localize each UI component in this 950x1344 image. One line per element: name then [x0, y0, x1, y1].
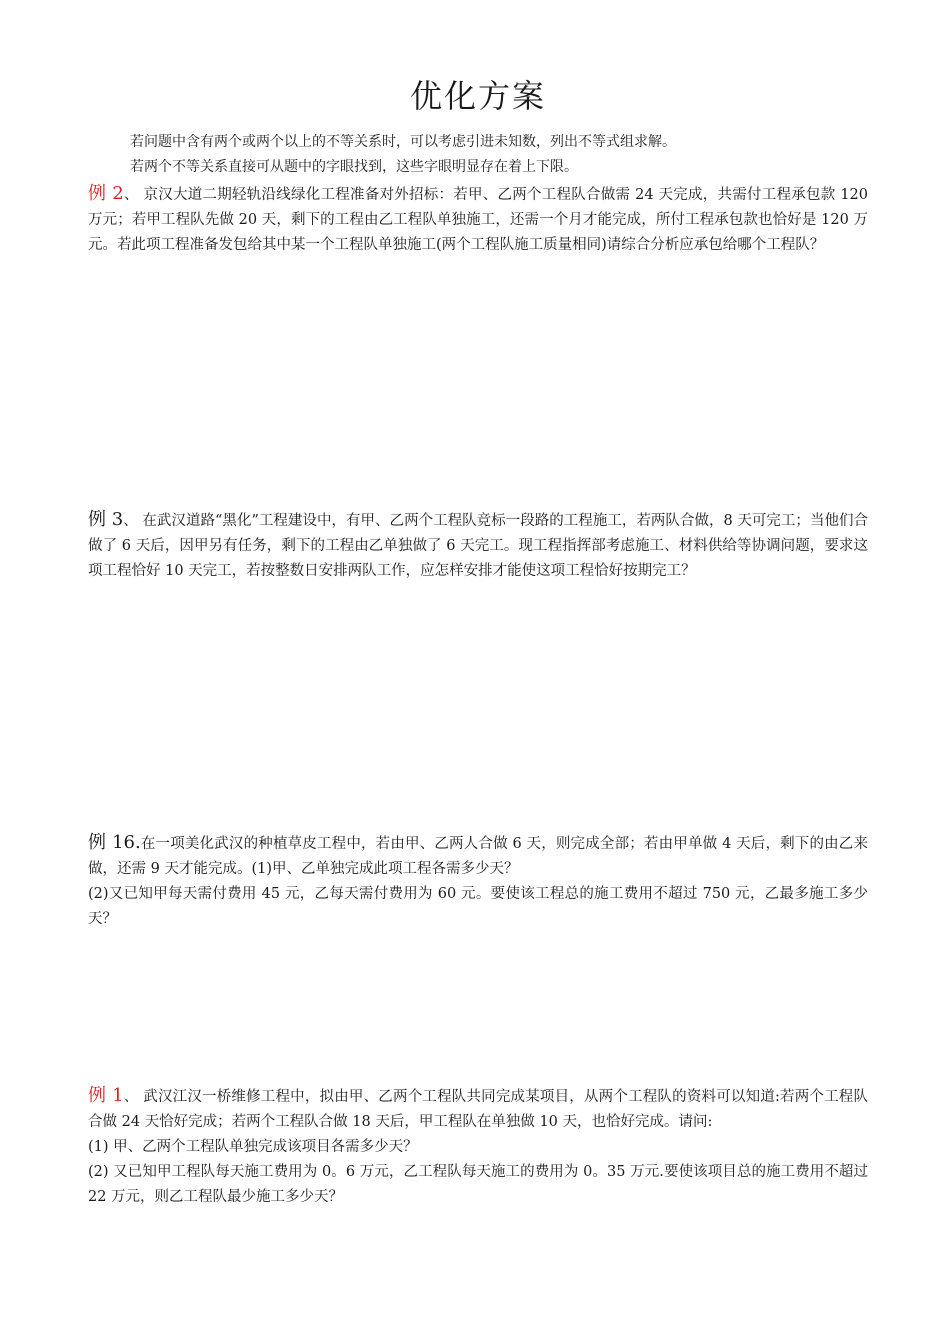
problem-text: 在武汉道路“黑化”工程建设中，有甲、乙两个工程队竞标一段路的工程施工，若两队合做，8 天可完工；当他们合做了 6 天后，因甲另有任务，剩下的工程由乙单独做了 6 天完工。现工程指挥部考虑施工、材料供给等协调问题，要求这项工程恰好 10 天完工，若按整数日安排两队工作，应怎样安排才能使这项工程恰好按期完工？: [88, 513, 869, 579]
sub-question-2: (2) 又已知甲工程队每天施工费用为 0。6 万元，乙工程队每天施工的费用为 0。35 万元.要使该项目总的施工费用不超过 22 万元，则乙工程队最少施工多少天？: [88, 1164, 868, 1205]
problem-example-2: [88, 181, 868, 258]
problem-label-separator: 、: [123, 513, 138, 529]
problem-label-separator: 、: [123, 1089, 139, 1105]
problem-example-16: [88, 830, 868, 932]
page-title: 优化方案: [409, 77, 546, 115]
problem-label-separator: 、: [123, 187, 139, 203]
problem-label: 例 3: [88, 509, 124, 530]
problem-text: 在一项美化武汉的种植草皮工程中，若由甲、乙两人合做 6 天，则完成全部；若由甲单做 4 天后，剩下的由乙来做，还需 9 天才能完成。(1)甲、乙单独完成此项工程各需多少天？: [88, 836, 868, 877]
problem-text: 京汉大道二期轻轨沿线绿化工程准备对外招标：若甲、乙两个工程队合做需 24 天完成，共需付工程承包款 120 万元；若甲工程队先做 20 天，剩下的工程由乙工程队单独施工，还需一个月才能完成，所付工程承包款也恰好是 120 万元。若此项工程准备发包给其中某一个工程队单独施工(两个工程队施工质量相同)请综合分析应承包给哪个工程队？: [88, 187, 868, 253]
problem-label: 例 2: [88, 183, 124, 204]
sub-question-2: (2)又已知甲每天需付费用 45 元，乙每天需付费用为 60 元。要使该工程总的施工费用不超过 750 元，乙最多施工多少天？: [88, 886, 868, 927]
problem-example-3: [88, 507, 868, 584]
problem-text: 武汉江汉一桥维修工程中，拟由甲、乙两个工程队共同完成某项目，从两个工程队的资料可以知道:若两个工程队合做 24 天恰好完成；若两个工程队合做 18 天后，甲工程队在单独做 10 天，也恰好完成。请问:: [88, 1089, 868, 1130]
problem-example-1: [88, 1083, 868, 1210]
problem-label: 例 1: [88, 1085, 124, 1106]
intro-line-2: 若两个不等关系直接可从题中的字眼找到，这些字眼明显存在着上下限。: [130, 159, 578, 175]
sub-question-1: (1) 甲、乙两个工程队单独完成该项目各需多少天？: [88, 1139, 418, 1155]
intro-line-1: 若问题中含有两个或两个以上的不等关系时，可以考虑引进未知数，列出不等式组求解。: [130, 134, 676, 150]
problem-label: 例 16.: [88, 832, 141, 853]
